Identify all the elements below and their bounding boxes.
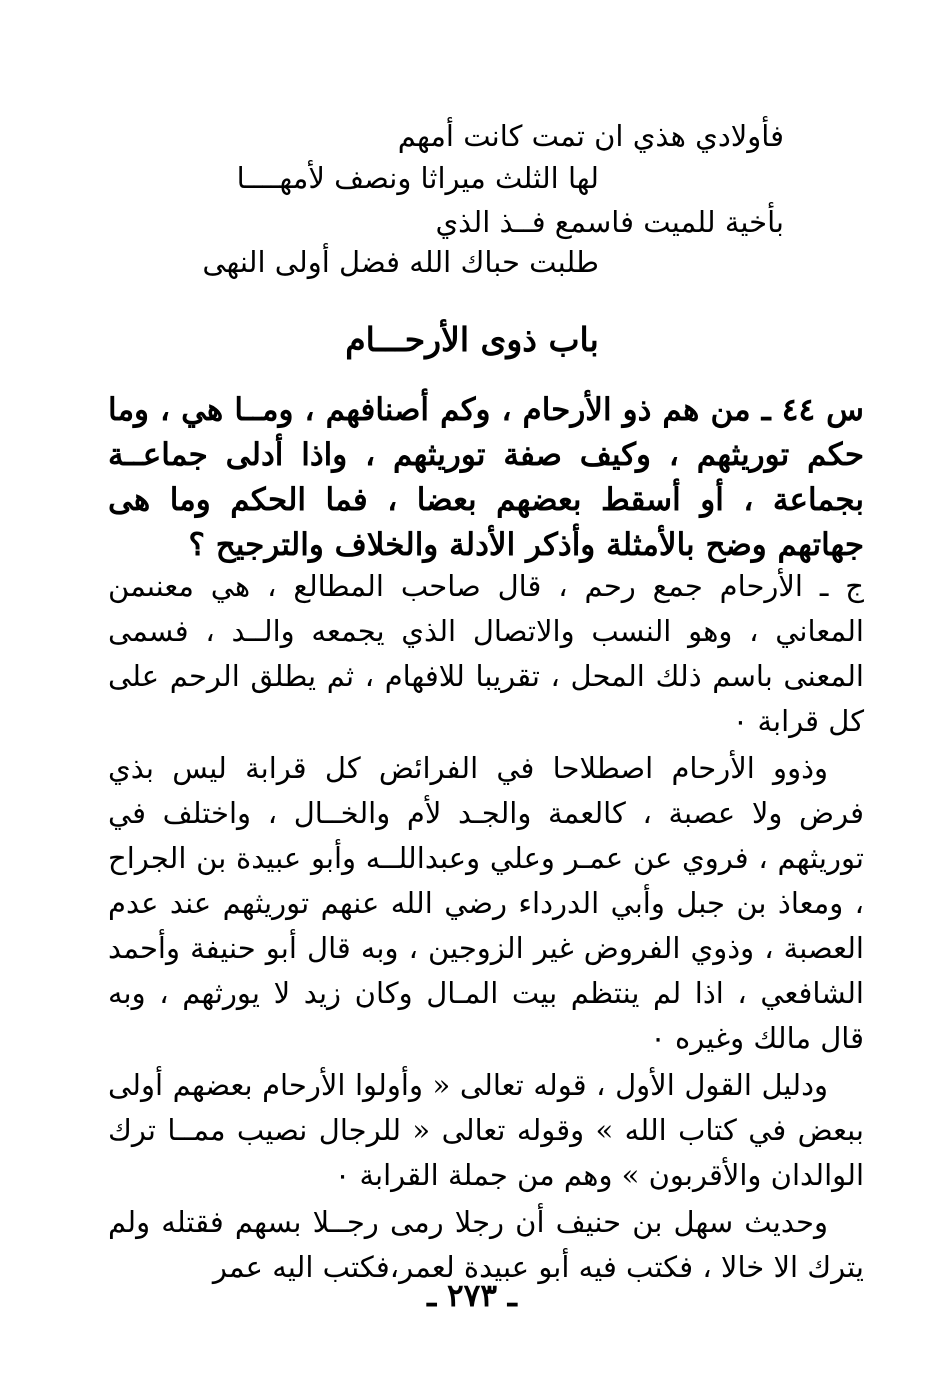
answer-paragraph-2: وذوو الأرحام اصطلاحا في الفرائض كل قرابة ليس بذي فرض ولا عصبة ، كالعمة والجـد لأم والخــال ، واختلف في توريثهم ، فروي عن عمـر وعلي وعبداللــه وأبو عبيدة بن الجراح ، ومعاذ بن جبل وأبي الدرداء رضي الله عنهم توريثهم عند عدم العصبة ، وذوي الفروض غير الزوجين ، وبه قال أبو حنيفة وأحمد الشافعي ، اذا لم ينتظم بيت المـال وكان زيد لا يورثهم ، وبه قال مالك وغيره ٠ (108, 751, 864, 1055)
answer-paragraph-1: ج ـ الأرحام جمع رحم ، قال صاحب المطالع ، هي معنىمن المعاني ، وهو النسب والاتصال الذي يجمعه والــد ، فسمى المعنى باسم ذلك المحل ، تقريبا للافهام ، ثم يطلق الرحم على كل قرابة ٠ (108, 569, 864, 738)
poem-line-3: بأخية للميت فاسمع فــذ الذي (435, 205, 784, 239)
poem-line-4: طلبت حباك الله فضل أولى النهى (202, 245, 599, 279)
poem-line-1: فأولادي هذي ان تمت كانت أمهم (397, 119, 784, 153)
page-number: ـ ٢٧٣ ـ (427, 1278, 517, 1314)
answer-body (108, 564, 864, 1290)
poem-line-2: لها الثلث ميراثا ونصف لأمهــــا (236, 161, 599, 195)
answer-paragraph-3: ودليل القول الأول ، قوله تعالى « وأولوا الأرحام بعضهم أولى ببعض في كتاب الله » وقوله تعالى « للرجال نصيب ممــا ترك الوالدان والأقربون » وهم من جملة القرابة ٠ (108, 1068, 864, 1192)
answer-paragraph-4: وحديث سهل بن حنيف أن رجلا رمى رجــلا بسهم فقتله ولم يترك الا خالا ، فكتب فيه أبو عبيدة لعمر،فكتب اليه عمر (108, 1205, 864, 1284)
section-heading: باب ذوى الأرحـــام (345, 320, 599, 359)
question-paragraph: س ٤٤ ـ من هم ذو الأرحام ، وكم أصنافهم ، ومــا هي ، وما حكم توريثهم ، وكيف صفة توريثهم ، واذا أدلى جماعــة بجماعة ، أو أسقط بعضهم بعضا ، فما الحكم وما هى جهاتهم وضح بالأمثلة وأذكر الأدلة والخلاف والترجيح ؟ (108, 392, 864, 563)
